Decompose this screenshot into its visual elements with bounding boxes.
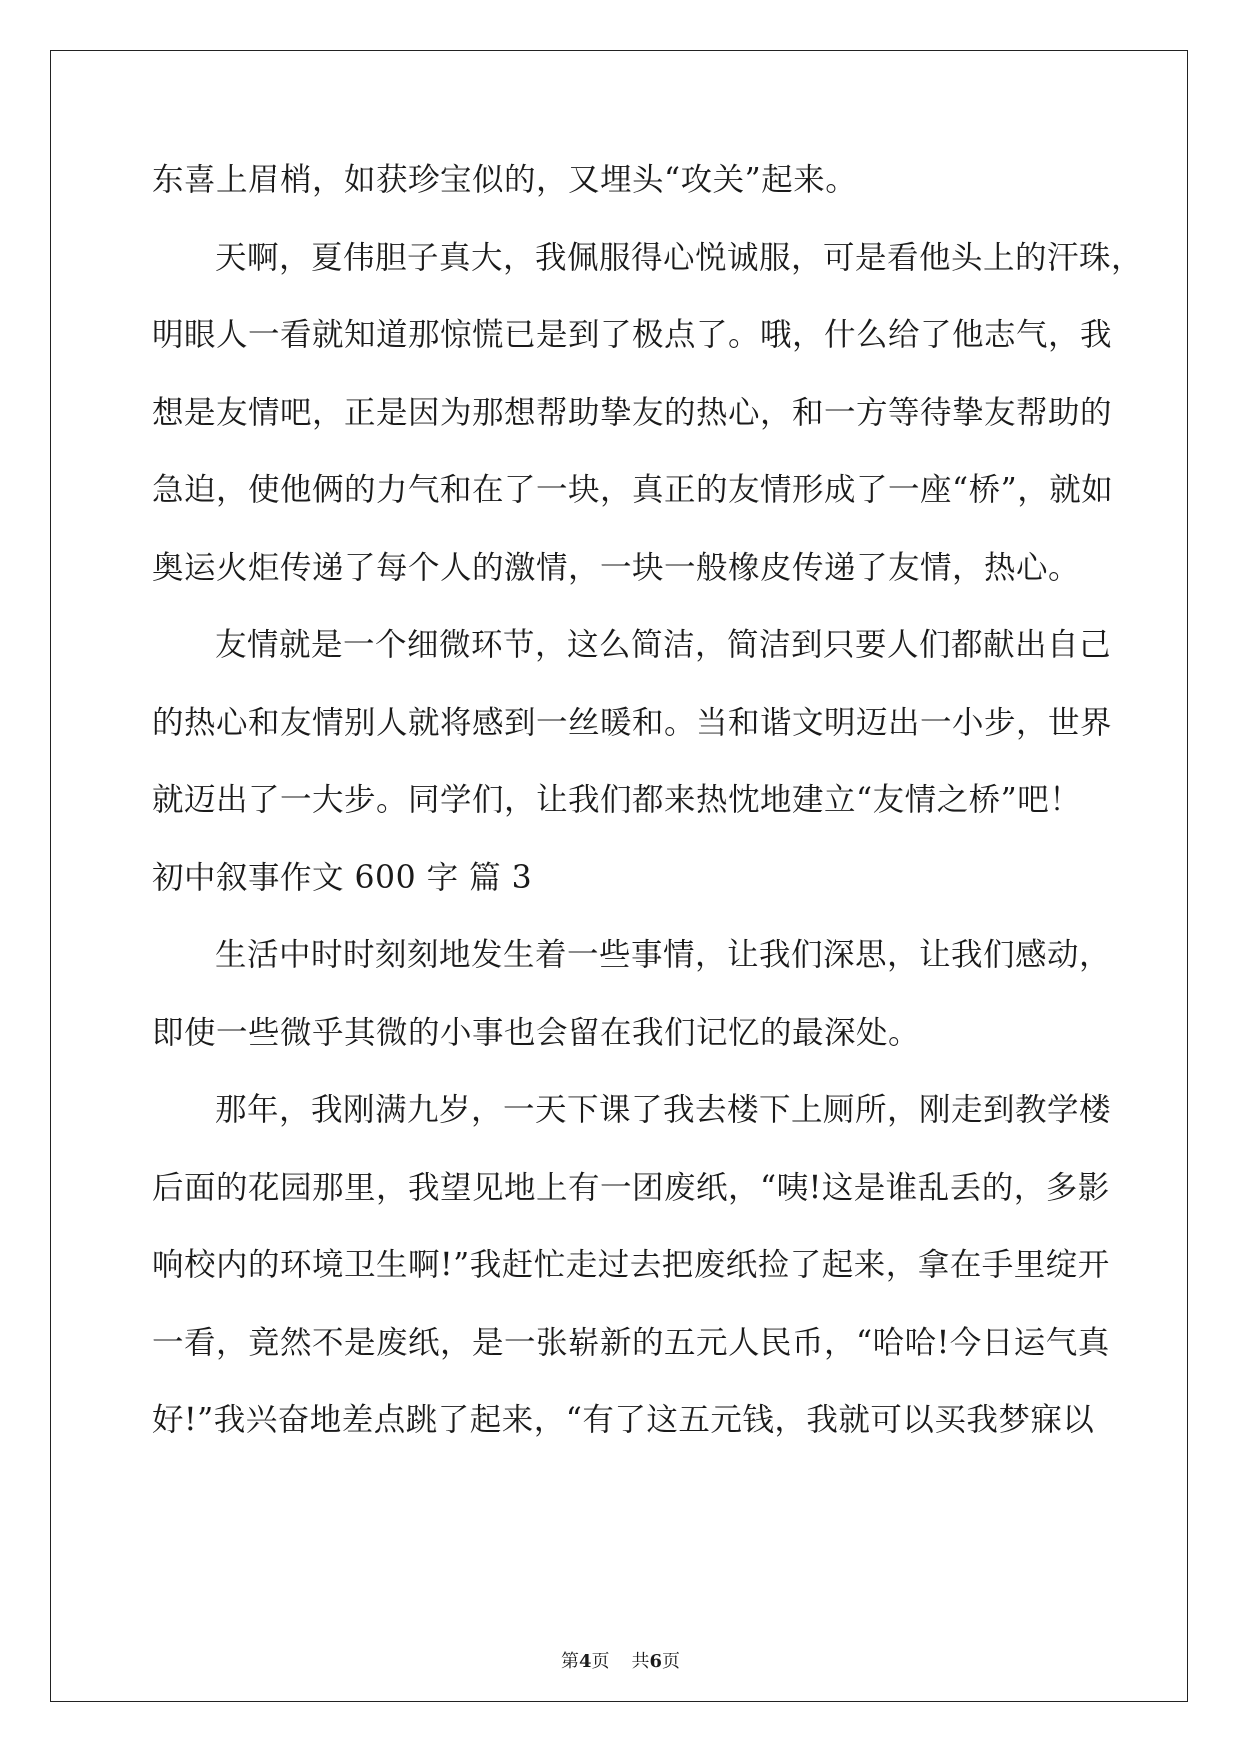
paragraph-start-line: 生活中时时刻刻地发生着一些事情，让我们深思，让我们感动， (215, 937, 1112, 973)
text-line: 想是友情吧，正是因为那想帮助挚友的热心，和一方等待挚友帮助的 (152, 394, 1113, 431)
page-footer (0, 1647, 1241, 1673)
paragraph-start-line: 那年，我刚满九岁，一天下课了我去楼下上厕所，刚走到教学楼 (215, 1092, 1112, 1128)
footer-prefix: 第 (560, 1651, 579, 1672)
text-line: 急迫，使他俩的力气和在了一块，真正的友情形成了一座“桥”，就如 (152, 472, 1114, 508)
footer-total-prefix: 共 (631, 1651, 650, 1672)
text-line: 东喜上眉梢，如获珍宝似的，又埋头“攻关”起来。 (152, 162, 858, 198)
text-line: 响校内的环境卫生啊!”我赶忙走过去把废纸捡了起来，拿在手里绽开 (152, 1247, 1110, 1283)
text-line: 就迈出了一大步。同学们，让我们都来热忱地建立“友情之桥”吧！ (152, 782, 1082, 818)
text-line: 的热心和友情别人就将感到一丝暖和。当和谐文明迈出一小步，世界 (152, 704, 1113, 741)
paragraph-start-line: 友情就是一个细微环节，这么简洁，简洁到只要人们都献出自己 (215, 627, 1112, 663)
footer-total-unit: 页 (662, 1651, 681, 1672)
section-heading: 初中叙事作文 600 字 篇 3 (152, 859, 533, 896)
text-line: 明眼人一看就知道那惊慌已是到了极点了。哦，什么给了他志气，我 (152, 317, 1113, 353)
paragraph-start-line: 天啊，夏伟胆子真大，我佩服得心悦诚服，可是看他头上的汗珠， (215, 239, 1144, 276)
footer-page-unit: 页 (591, 1651, 610, 1672)
document-body (152, 160, 1144, 1478)
text-line: 后面的花园那里，我望见地上有一团废纸，“咦!这是谁乱丢的，多影 (152, 1169, 1110, 1206)
text-line: 奥运火炬传递了每个人的激情，一块一般橡皮传递了友情，热心。 (152, 549, 1081, 586)
text-line: 一看，竟然不是废纸，是一张崭新的五元人民币，“哈哈!今日运气真 (152, 1324, 1110, 1361)
text-line: 即使一些微乎其微的小事也会留在我们记忆的最深处。 (152, 1014, 921, 1051)
text-line: 好!”我兴奋地差点跳了起来，“有了这五元钱，我就可以买我梦寐以 (152, 1402, 1095, 1438)
total-pages-number: 6 (649, 1651, 663, 1672)
current-page-number: 4 (578, 1651, 592, 1672)
